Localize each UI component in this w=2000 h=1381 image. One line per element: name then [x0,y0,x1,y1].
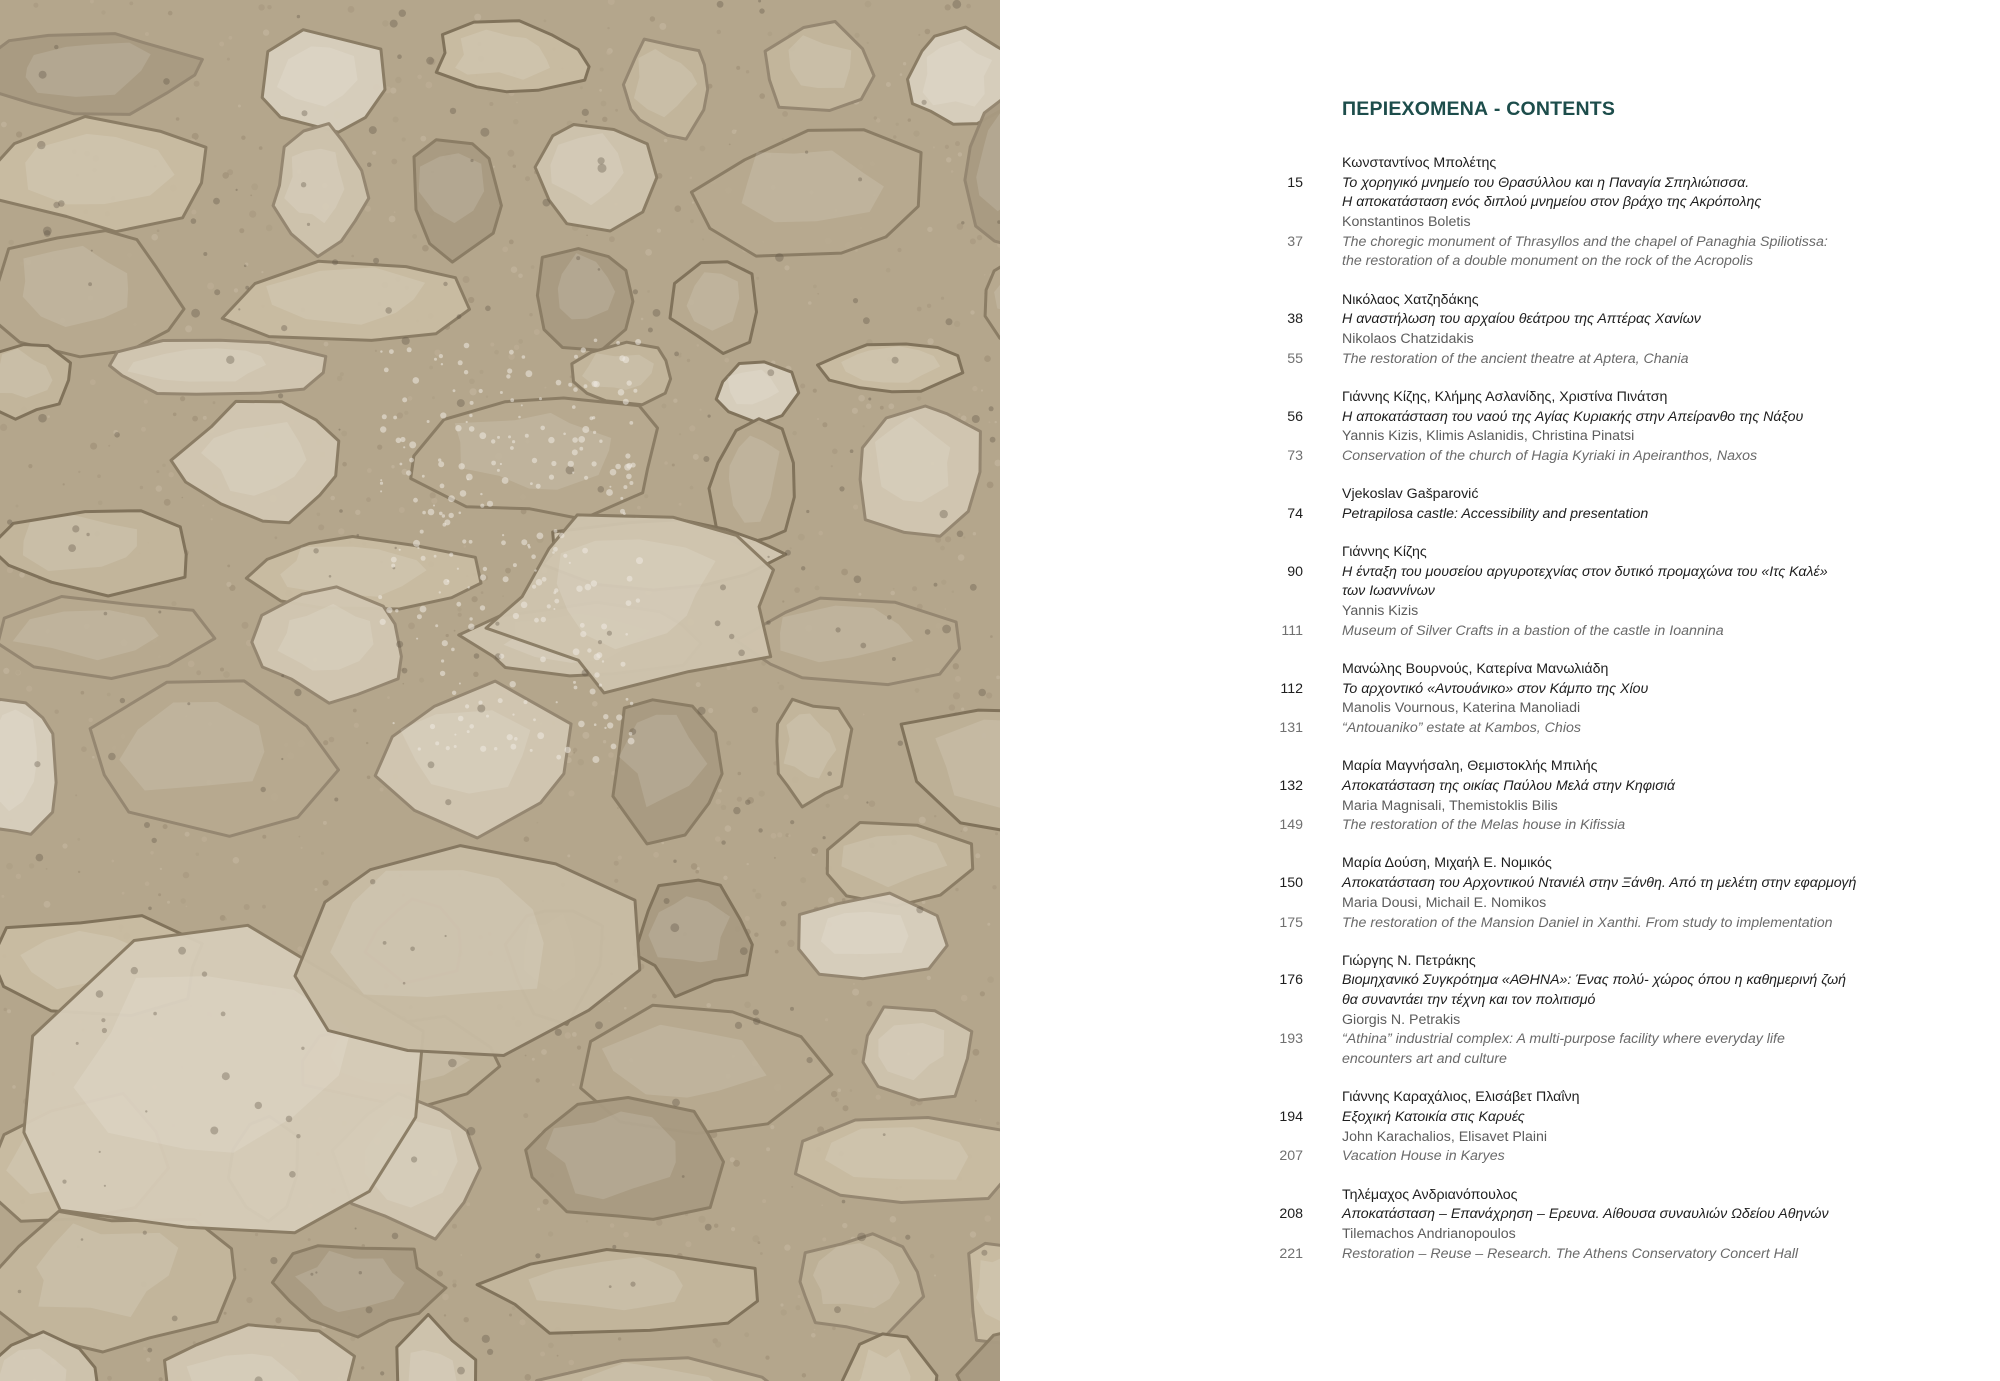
greek-title: Αποκατάσταση της οικίας Παύλου Μελά στην Κηφισιά [1342,777,1676,794]
toc-line [1000,1147,2000,1167]
greek-title: Εξοχική Κατοικία στις Καρυές [1342,1109,1525,1125]
contents-page [1000,0,2000,1381]
greek-author: Μαρία Μαγνήσαλη, Θεμιστοκλής Μπιλής [1342,758,1598,775]
greek-author: Μανώλης Βουρνούς, Κατερίνα Μανωλιάδη [1342,660,1609,677]
greek-title: Η αποκατάσταση ενός διπλού μνημείου στον βράχο της Ακρόπολης [1342,194,1762,211]
toc-line [1000,874,2000,894]
toc-line [1000,1225,2000,1245]
toc-line [1000,252,2000,272]
english-author: Manolis Vournous, Katerina Manoliadi [1342,700,1581,717]
english-author: Maria Dousi, Michail E. Nomikos [1342,894,1547,911]
toc-line [1000,1108,2000,1128]
greek-title: Το αρχοντικό «Αντουάνικο» στον Κάμπο της Χίου [1342,680,1649,697]
toc-line [1000,894,2000,914]
greek-page-number: 74 [1287,505,1303,522]
toc-entry [1000,388,2000,467]
english-page-number: 131 [1279,720,1303,736]
toc-line [1000,310,2000,330]
toc-entry [1000,952,2000,1070]
toc-line [1000,291,2000,311]
english-author: Yannis Kizis [1342,603,1419,620]
english-title: Conservation of the church of Hagia Kyriaki in Apeiranthos, Naxos [1342,447,1758,464]
toc-line [1000,1245,2000,1265]
toc-line [1000,914,2000,934]
greek-page-number: 176 [1279,972,1303,989]
english-title: Restoration – Reuse – Research. The Athens Conservatory Concert Hall [1342,1245,1799,1262]
toc-entry [1000,291,2000,370]
toc-entry [1000,854,2000,933]
greek-page-number: 38 [1287,311,1303,328]
greek-title: Η αναστήλωση του αρχαίου θεάτρου της Απτέρας Χανίων [1342,311,1701,328]
toc-line [1000,1128,2000,1148]
toc-line [1000,816,2000,836]
greek-page-number: 194 [1279,1109,1303,1125]
toc-line [1000,952,2000,972]
toc-line [1000,388,2000,408]
toc-line [1000,1030,2000,1050]
toc-line [1000,719,2000,739]
english-page-number: 175 [1279,914,1303,931]
toc-entry [1000,1186,2000,1265]
toc-line [1000,1186,2000,1206]
english-title: the restoration of a double monument on the rock of the Acropolis [1342,253,1754,270]
toc-entry [1000,485,2000,524]
english-title: The restoration of the Mansion Daniel in Xanthi. From study to implementation [1342,914,1833,931]
greek-page-number: 208 [1279,1206,1303,1223]
greek-title: Η αποκατάσταση του ναού της Αγίας Κυριακής στην Απείρανθο της Νάξου [1342,408,1804,425]
toc-line [1000,427,2000,447]
english-page-number: 55 [1287,350,1303,367]
toc-entry [1000,1088,2000,1167]
greek-title: των Ιωαννίνων [1342,583,1435,600]
english-page-number: 73 [1287,447,1303,464]
english-author: Yannis Kizis, Klimis Aslanidis, Christina Pinatsi [1342,428,1635,445]
english-author: Giorgis N. Petrakis [1342,1011,1461,1028]
greek-title: Η ένταξη του μουσείου αργυροτεχνίας στον δυτικό προμαχώνα του «Ιτς Καλέ» [1342,563,1828,580]
english-title: Vacation House in Karyes [1342,1148,1505,1165]
greek-author: Γιάννης Κίζης [1342,544,1427,560]
toc-line [1000,660,2000,680]
english-title: The restoration of the ancient theatre at Aptera, Chania [1342,350,1689,367]
english-author: Nikolaos Chatzidakis [1342,331,1474,347]
toc-line [1000,797,2000,817]
toc-line [1000,602,2000,622]
toc-line [1000,777,2000,797]
toc-entry [1000,660,2000,739]
greek-page-number: 56 [1287,408,1303,425]
greek-author: Μαρία Δούση, Μιχαήλ Ε. Νομικός [1342,855,1552,872]
toc-line [1000,447,2000,467]
greek-author: Γιώργης Ν. Πετράκης [1342,952,1476,969]
english-author: John Karachalios, Elisavet Plaini [1342,1128,1548,1145]
toc-line [1000,505,2000,525]
toc-line [1000,408,2000,428]
greek-title: Petrapilosa castle: Accessibility and presentation [1342,505,1649,522]
greek-title: θα συναντάει την τέχνη και τον πολιτισμό [1342,992,1596,1009]
toc-line [1000,971,2000,991]
english-page-number: 221 [1279,1245,1303,1262]
toc-line [1000,1050,2000,1070]
english-page-number: 193 [1279,1031,1303,1048]
greek-author: Vjekoslav Gašparović [1342,486,1479,503]
greek-title: Αποκατάσταση του Αρχοντικού Ντανιέλ στην Ξάνθη. Από τη μελέτη στην εφαρμογή [1342,875,1857,892]
toc-line [1000,543,2000,563]
toc-line [1000,213,2000,233]
toc-line [1000,174,2000,194]
toc-line [1000,154,2000,174]
english-author: Tilemachos Andrianopoulos [1342,1225,1516,1242]
toc-entry [1000,543,2000,641]
greek-author: Τηλέμαχος Ανδριανόπουλος [1342,1186,1518,1203]
greek-title: Το χορηγικό μνημείο του Θρασύλλου και η Παναγία Σπηλιώτισσα. [1342,174,1750,191]
toc-line [1000,622,2000,642]
toc-line [1000,193,2000,213]
greek-page-number: 112 [1280,680,1303,697]
toc-line [1000,330,2000,350]
english-page-number: 37 [1287,233,1303,250]
toc-line [1000,1011,2000,1031]
contents-heading: ΠΕΡΙΕΧΟΜΕΝΑ - CONTENTS [1342,98,1616,120]
english-title: “Athina” industrial complex: A multi-purpose facility where everyday life [1342,1031,1785,1048]
greek-author: Νικόλαος Χατζηδάκης [1342,291,1479,308]
greek-author: Γιάννης Κίζης, Κλήμης Ασλανίδης, Χριστίνα Πινάτση [1342,388,1668,405]
greek-page-number: 150 [1279,875,1303,892]
toc-line [1000,350,2000,370]
toc-line [1000,563,2000,583]
toc-line [1000,699,2000,719]
toc-line [1000,485,2000,505]
toc-line [1000,757,2000,777]
toc-line [1000,680,2000,700]
greek-page-number: 132 [1279,777,1303,794]
greek-title: Βιομηχανικό Συγκρότημα «ΑΘΗΝΑ»: Ένας πολύ- χώρος όπου η καθημερινή ζωή [1342,972,1847,989]
english-title: The restoration of the Melas house in Kifissia [1342,817,1626,834]
english-page-number: 149 [1279,817,1303,834]
toc-line [1000,1205,2000,1225]
toc-line [1000,854,2000,874]
english-page-number: 207 [1279,1148,1303,1165]
greek-author: Γιάννης Καραχάλιος, Ελισάβετ Πλαΐνη [1342,1089,1580,1106]
greek-title: Αποκατάσταση – Επανάχρηση – Ερευνα. Αίθουσα συναυλιών Ωδείου Αθηνών [1342,1206,1829,1223]
greek-author: Κωνσταντίνος Μπολέτης [1342,155,1497,171]
english-title: encounters art and culture [1342,1051,1507,1068]
toc-line [1000,582,2000,602]
english-title: “Antouaniko” estate at Kambos, Chios [1342,720,1581,736]
toc-line [1000,1088,2000,1108]
toc-line [1000,991,2000,1011]
contents-list [1000,154,2000,1283]
greek-page-number: 90 [1287,563,1303,580]
english-author: Maria Magnisali, Themistoklis Bilis [1342,797,1558,814]
toc-line [1000,233,2000,253]
toc-entry [1000,757,2000,836]
english-title: The choregic monument of Thrasyllos and the chapel of Panaghia Spiliotissa: [1342,233,1828,250]
toc-entry [1000,154,2000,272]
english-page-number: 111 [1281,622,1303,639]
english-author: Konstantinos Boletis [1342,214,1471,231]
english-title: Museum of Silver Crafts in a bastion of the castle in Ioannina [1342,622,1724,639]
greek-page-number: 15 [1287,174,1303,191]
